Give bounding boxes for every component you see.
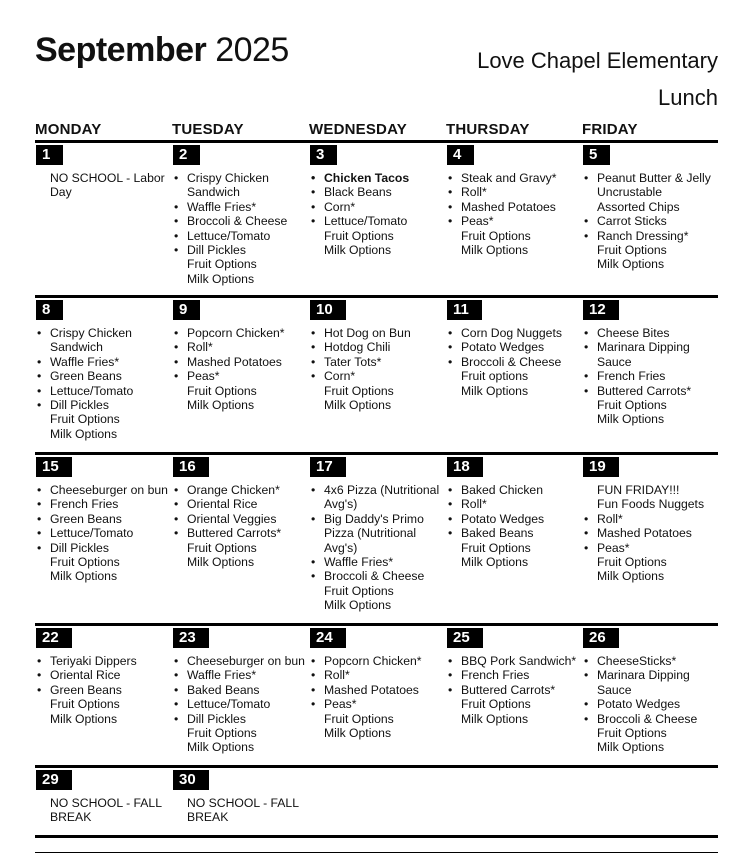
menu-item: • Corn Dog Nuggets (446, 326, 580, 340)
day-cell-24 (309, 628, 443, 740)
menu-item: • Roll* (172, 340, 306, 354)
menu-item: • Cheese Bites (582, 326, 716, 340)
menu-item: Fruit Options (187, 383, 257, 398)
menu-item: • Black Beans (309, 185, 443, 199)
menu-item: • Ranch Dressing* (582, 229, 716, 243)
day-cell-23 (172, 628, 306, 755)
menu-item: • Waffle Fries* (309, 555, 443, 569)
menu-item-list (446, 654, 580, 726)
menu-item: Milk Options (461, 711, 529, 726)
week-divider (35, 140, 718, 143)
menu-item: • Hot Dog on Bun (309, 326, 443, 340)
menu-item: Milk Options (324, 243, 392, 258)
menu-item: • Popcorn Chicken* (172, 326, 306, 340)
menu-item: • Lettuce/Tomato (309, 214, 443, 228)
weekday-thursday: THURSDAY (446, 121, 530, 138)
menu-item: Fruit Options (597, 555, 667, 570)
menu-item: Fruit Options (597, 243, 667, 258)
day-cell-16 (172, 457, 306, 569)
menu-item-list (446, 483, 580, 569)
menu-item: Milk Options (597, 569, 665, 584)
menu-item: • Crispy Chicken Sandwich (35, 326, 169, 355)
menu-item: Fruit Options (461, 540, 531, 555)
menu-item: • Popcorn Chicken* (309, 654, 443, 668)
day-number-badge: 11 (447, 300, 482, 320)
menu-item: Milk Options (187, 398, 255, 413)
day-cell-15 (35, 457, 169, 584)
day-cell-12 (582, 300, 716, 427)
menu-item: Milk Options (50, 569, 118, 584)
week-divider (35, 623, 718, 626)
menu-item: Milk Options (324, 598, 392, 613)
day-cell-2 (172, 145, 306, 286)
menu-item: • Buttered Carrots* (446, 683, 580, 697)
menu-item-list (582, 483, 716, 584)
menu-item: • Roll* (446, 185, 580, 199)
day-cell-26 (582, 628, 716, 755)
menu-item: • Roll* (309, 668, 443, 682)
menu-item-list (35, 796, 169, 825)
menu-item: • Corn* (309, 200, 443, 214)
menu-item: Fun Foods Nuggets (597, 497, 705, 512)
menu-item: • Potato Wedges (446, 512, 580, 526)
menu-item: NO SCHOOL - Labor Day (50, 171, 165, 200)
weekday-friday: FRIDAY (582, 121, 638, 138)
menu-item: Milk Options (187, 740, 255, 755)
menu-item: • Potato Wedges (582, 697, 716, 711)
meal-type: Lunch (658, 85, 718, 110)
day-number-badge: 1 (36, 145, 63, 165)
menu-item-list (35, 171, 169, 200)
menu-item: Milk Options (187, 555, 255, 570)
weekday-tuesday: TUESDAY (172, 121, 244, 138)
menu-item: • CheeseSticks* (582, 654, 716, 668)
menu-item: Milk Options (597, 257, 665, 272)
menu-item: NO SCHOOL - FALL BREAK (187, 796, 299, 825)
weekday-monday: MONDAY (35, 121, 102, 138)
week-divider (35, 452, 718, 455)
menu-item: • Green Beans (35, 369, 169, 383)
menu-item: • Oriental Rice (172, 497, 306, 511)
day-cell-30 (172, 770, 306, 825)
menu-item: • Waffle Fries* (172, 200, 306, 214)
menu-item: • Lettuce/Tomato (35, 526, 169, 540)
day-number-badge: 12 (583, 300, 619, 320)
day-cell-5 (582, 145, 716, 272)
menu-item-list (172, 654, 306, 755)
menu-item: • Waffle Fries* (35, 355, 169, 369)
menu-item: Fruit Options (50, 697, 120, 712)
day-number-badge: 16 (173, 457, 209, 477)
menu-item: • Lettuce/Tomato (172, 229, 306, 243)
day-cell-19 (582, 457, 716, 584)
day-number-badge: 29 (36, 770, 72, 790)
menu-item-list (309, 171, 443, 257)
page-title (35, 30, 289, 70)
week-divider (35, 765, 718, 768)
day-cell-25 (446, 628, 580, 726)
day-number-badge: 25 (447, 628, 483, 648)
menu-item: • Peas* (309, 697, 443, 711)
school-name: Love Chapel Elementary (477, 48, 718, 73)
day-number-badge: 23 (173, 628, 209, 648)
menu-item: • Roll* (446, 497, 580, 511)
day-number-badge: 24 (310, 628, 346, 648)
menu-item: • Buttered Carrots* (582, 384, 716, 398)
menu-item: • Buttered Carrots* (172, 526, 306, 540)
menu-item: • Tater Tots* (309, 355, 443, 369)
year: 2025 (215, 31, 289, 69)
day-cell-1 (35, 145, 169, 200)
menu-item: • French Fries (582, 369, 716, 383)
day-cell-8 (35, 300, 169, 441)
menu-item-list (35, 326, 169, 441)
menu-item-list (309, 483, 443, 613)
day-number-badge: 8 (36, 300, 63, 320)
menu-item: • Marinara Dipping Sauce (582, 668, 716, 697)
day-cell-4 (446, 145, 580, 257)
menu-item: • Peanut Butter & Jelly Uncrustable (582, 171, 716, 200)
menu-item: • Chicken Tacos (309, 171, 443, 185)
day-number-badge: 19 (583, 457, 619, 477)
menu-item: • French Fries (35, 497, 169, 511)
day-cell-29 (35, 770, 169, 825)
menu-item: • Mashed Potatoes (172, 355, 306, 369)
menu-item-list (172, 171, 306, 286)
menu-item: • Orange Chicken* (172, 483, 306, 497)
day-cell-17 (309, 457, 443, 613)
menu-item-list (309, 654, 443, 740)
school-header (477, 42, 718, 116)
menu-item-list (172, 326, 306, 412)
week-divider (35, 835, 718, 838)
day-number-badge: 30 (173, 770, 209, 790)
menu-item: Milk Options (461, 243, 529, 258)
footer-divider (35, 852, 718, 853)
menu-item: • Dill Pickles (172, 243, 306, 257)
menu-item: • Peas* (172, 369, 306, 383)
menu-item: Fruit Options (324, 583, 394, 598)
menu-item: • Cheeseburger on bun (172, 654, 306, 668)
menu-item: Fruit Options (324, 228, 394, 243)
menu-item: • Teriyaki Dippers (35, 654, 169, 668)
week-divider (35, 295, 718, 298)
menu-item: • Broccoli & Cheese (309, 569, 443, 583)
day-cell-11 (446, 300, 580, 398)
day-number-badge: 22 (36, 628, 72, 648)
day-cell-18 (446, 457, 580, 569)
menu-item: • Dill Pickles (35, 398, 169, 412)
menu-item: • Broccoli & Cheese (582, 712, 716, 726)
weekday-wednesday: WEDNESDAY (309, 121, 407, 138)
menu-item: • Oriental Veggies (172, 512, 306, 526)
menu-item: • Green Beans (35, 512, 169, 526)
day-number-badge: 2 (173, 145, 200, 165)
menu-item: • Broccoli & Cheese (172, 214, 306, 228)
day-cell-9 (172, 300, 306, 412)
menu-item: • Big Daddy's Primo Pizza (Nutritional Avg's) (309, 512, 443, 555)
menu-item: • French Fries (446, 668, 580, 682)
menu-item: Milk Options (324, 398, 392, 413)
day-cell-3 (309, 145, 443, 257)
menu-item: • Waffle Fries* (172, 668, 306, 682)
menu-item-list (582, 326, 716, 427)
menu-item: Fruit Options (597, 726, 667, 741)
menu-item: Fruit Options (187, 257, 257, 272)
menu-item: • Potato Wedges (446, 340, 580, 354)
menu-item: • 4x6 Pizza (Nutritional Avg's) (309, 483, 443, 512)
menu-item: Fruit Options (50, 555, 120, 570)
menu-item: Fruit Options (461, 228, 531, 243)
menu-item: • Peas* (446, 214, 580, 228)
menu-item-list (35, 483, 169, 584)
menu-item: • Oriental Rice (35, 668, 169, 682)
menu-item: • Carrot Sticks (582, 214, 716, 228)
menu-item-list (446, 326, 580, 398)
menu-item: • Steak and Gravy* (446, 171, 580, 185)
menu-item-list (309, 326, 443, 412)
menu-item: • Crispy Chicken Sandwich (172, 171, 306, 200)
menu-item: Milk Options (187, 271, 255, 286)
menu-item: Fruit Options (187, 540, 257, 555)
menu-item: • Mashed Potatoes (309, 683, 443, 697)
menu-item-list (172, 483, 306, 569)
menu-item: • Peas* (582, 541, 716, 555)
day-number-badge: 15 (36, 457, 72, 477)
menu-item: • Broccoli & Cheese (446, 355, 580, 369)
menu-item: • Dill Pickles (172, 712, 306, 726)
menu-item: • Mashed Potatoes (582, 526, 716, 540)
menu-item: • Cheeseburger on bun (35, 483, 169, 497)
menu-item: Fruit Options (324, 383, 394, 398)
menu-item: • BBQ Pork Sandwich* (446, 654, 580, 668)
menu-item: • Roll* (582, 512, 716, 526)
day-number-badge: 3 (310, 145, 337, 165)
menu-item: Fruit Options (597, 398, 667, 413)
menu-item-list (35, 654, 169, 726)
day-number-badge: 5 (583, 145, 610, 165)
day-number-badge: 9 (173, 300, 200, 320)
menu-item-list (582, 654, 716, 755)
menu-item: Milk Options (461, 383, 529, 398)
menu-item: • Baked Chicken (446, 483, 580, 497)
menu-item: NO SCHOOL - FALL BREAK (50, 796, 162, 825)
day-number-badge: 26 (583, 628, 619, 648)
menu-item: • Green Beans (35, 683, 169, 697)
menu-item: Fruit Options (50, 412, 120, 427)
menu-item: • Corn* (309, 369, 443, 383)
menu-item: • Lettuce/Tomato (35, 384, 169, 398)
day-number-badge: 4 (447, 145, 474, 165)
menu-item: • Hotdog Chili (309, 340, 443, 354)
month-name: September (35, 31, 207, 69)
day-cell-10 (309, 300, 443, 412)
day-number-badge: 17 (310, 457, 346, 477)
menu-item: Fruit options (461, 369, 529, 384)
menu-item-list (446, 171, 580, 257)
day-number-badge: 10 (310, 300, 346, 320)
menu-item: Fruit Options (461, 697, 531, 712)
menu-item-list (172, 796, 306, 825)
menu-item: • Dill Pickles (35, 541, 169, 555)
menu-item: • Mashed Potatoes (446, 200, 580, 214)
menu-item: Milk Options (461, 555, 529, 570)
menu-item: Milk Options (50, 426, 118, 441)
menu-item: Milk Options (597, 740, 665, 755)
menu-item: Milk Options (597, 412, 665, 427)
menu-item: Fruit Options (187, 726, 257, 741)
day-number-badge: 18 (447, 457, 483, 477)
menu-item: Milk Options (50, 711, 118, 726)
day-cell-22 (35, 628, 169, 726)
menu-item: Milk Options (324, 726, 392, 741)
menu-item-list (582, 171, 716, 272)
menu-item: • Baked Beans (172, 683, 306, 697)
menu-item: FUN FRIDAY!!! (597, 483, 680, 497)
menu-item: Fruit Options (324, 711, 394, 726)
menu-item: • Marinara Dipping Sauce (582, 340, 716, 369)
menu-item: • Baked Beans (446, 526, 580, 540)
menu-item: Assorted Chips (597, 199, 680, 214)
menu-item: • Lettuce/Tomato (172, 697, 306, 711)
